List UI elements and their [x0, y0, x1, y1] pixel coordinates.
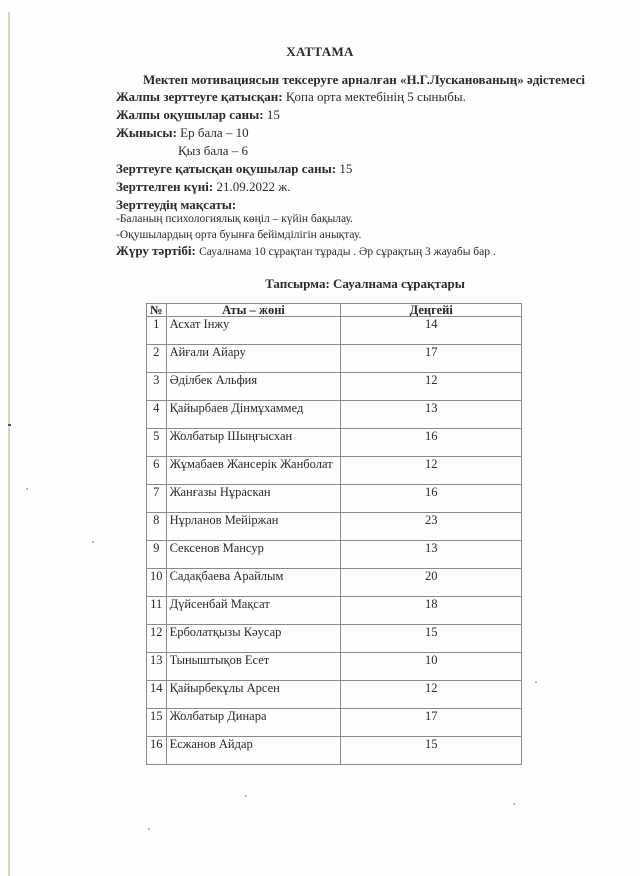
girls-count: Қыз бала – 6 [178, 143, 249, 158]
table-row [147, 401, 522, 429]
row-level: 13 [341, 541, 522, 569]
table-row [147, 681, 522, 709]
procedure-value: Сауалнама 10 сұрақтан тұрады . Әр сұрақтың 3 жауабы бар . [199, 246, 496, 258]
row-name: Тыныштықов Есет [166, 653, 341, 681]
goal-item-2: -Оқушылардың орта буынға бейімділігін анықтау. [116, 229, 362, 241]
procedure-label: Жүру тәртібі: [116, 243, 196, 258]
row-level: 15 [341, 625, 522, 653]
row-name: Жолбатыр Шыңғысхан [166, 429, 341, 457]
table-row [147, 653, 522, 681]
gender-line [116, 125, 249, 141]
date-line [116, 179, 290, 195]
row-level: 12 [341, 457, 522, 485]
row-level: 17 [341, 709, 522, 737]
table-header-row [147, 304, 522, 317]
table-row [147, 429, 522, 457]
total-students-value: 15 [266, 107, 280, 122]
row-number: 6 [147, 457, 167, 485]
row-name: Асхат Інжу [166, 317, 341, 345]
scan-speck [535, 681, 537, 683]
total-students-line [116, 107, 280, 123]
row-level: 20 [341, 569, 522, 597]
row-number: 1 [147, 317, 167, 345]
row-name: Сексенов Мансур [166, 541, 341, 569]
row-number: 14 [147, 681, 167, 709]
scan-speck [245, 795, 247, 797]
row-level: 12 [341, 373, 522, 401]
row-name: Дүйсенбай Мақсат [166, 597, 341, 625]
row-number: 9 [147, 541, 167, 569]
row-number: 16 [147, 737, 167, 765]
scan-speck [8, 424, 11, 426]
row-level: 17 [341, 345, 522, 373]
boys-count: Ер бала – 10 [180, 125, 249, 140]
document-subtitle: Мектеп мотивациясын тексеруге арналған «Н.Г.Лусканованың» әдістемесі [143, 72, 585, 87]
header-number: № [147, 304, 167, 317]
table-row [147, 625, 522, 653]
gender-label: Жынысы: [116, 125, 177, 140]
goal-item-1: -Баланың психологиялық көңіл – күйін бақылау. [116, 213, 353, 225]
row-number: 8 [147, 513, 167, 541]
table-row [147, 317, 522, 345]
table-row [147, 541, 522, 569]
participants-value: Қопа орта мектебінің 5 сыныбы. [285, 89, 466, 104]
participating-value: 15 [339, 161, 353, 176]
table-row [147, 485, 522, 513]
row-name: Жолбатыр Динара [166, 709, 341, 737]
scan-speck [513, 803, 515, 805]
row-name: Жұмабаев Жансерік Жанболат [166, 457, 341, 485]
row-level: 10 [341, 653, 522, 681]
row-name: Айғали Айару [166, 345, 341, 373]
row-level: 16 [341, 429, 522, 457]
participants-line [116, 89, 466, 105]
goal-label-line [116, 197, 236, 213]
row-name: Нұрланов Мейіржан [166, 513, 341, 541]
row-name: Қайырбекұлы Арсен [166, 681, 341, 709]
table-row [147, 709, 522, 737]
task-title: Тапсырма: Сауалнама сұрақтары [265, 276, 465, 291]
row-number: 11 [147, 597, 167, 625]
row-number: 5 [147, 429, 167, 457]
header-name: Аты – жөні [166, 304, 341, 317]
row-level: 18 [341, 597, 522, 625]
table-row [147, 373, 522, 401]
table-row [147, 345, 522, 373]
table-row [147, 457, 522, 485]
row-number: 2 [147, 345, 167, 373]
participating-line [116, 161, 352, 177]
row-name: Әділбек Альфия [166, 373, 341, 401]
row-level: 23 [341, 513, 522, 541]
table-row [147, 597, 522, 625]
scan-speck [26, 488, 28, 490]
row-number: 7 [147, 485, 167, 513]
row-level: 12 [341, 681, 522, 709]
total-students-label: Жалпы оқушылар саны: [116, 107, 264, 122]
scan-speck [92, 541, 94, 543]
scan-edge-line [8, 12, 10, 876]
row-number: 10 [147, 569, 167, 597]
table-row [147, 737, 522, 765]
row-name: Ерболатқызы Кәусар [166, 625, 341, 653]
table-row [147, 513, 522, 541]
date-value: 21.09.2022 ж. [216, 179, 291, 194]
row-name: Садақбаева Арайлым [166, 569, 341, 597]
row-name: Қайырбаев Дінмұхаммед [166, 401, 341, 429]
goal-label: Зерттеудің мақсаты: [116, 197, 237, 212]
header-level: Деңгейі [341, 304, 522, 317]
participating-label: Зерттеуге қатысқан оқушылар саны: [116, 161, 337, 176]
document-title: ХАТТАМА [286, 44, 354, 59]
student-table [146, 303, 522, 765]
participants-label: Жалпы зерттеуге қатысқан: [116, 89, 283, 104]
row-level: 14 [341, 317, 522, 345]
row-name: Жанғазы Нұраскан [166, 485, 341, 513]
row-number: 12 [147, 625, 167, 653]
row-level: 16 [341, 485, 522, 513]
scan-speck [148, 828, 150, 830]
table-row [147, 569, 522, 597]
row-number: 4 [147, 401, 167, 429]
row-number: 13 [147, 653, 167, 681]
row-number: 3 [147, 373, 167, 401]
row-number: 15 [147, 709, 167, 737]
row-level: 15 [341, 737, 522, 765]
date-label: Зерттелген күні: [116, 179, 214, 194]
procedure-line [116, 243, 496, 259]
row-level: 13 [341, 401, 522, 429]
row-name: Есжанов Айдар [166, 737, 341, 765]
